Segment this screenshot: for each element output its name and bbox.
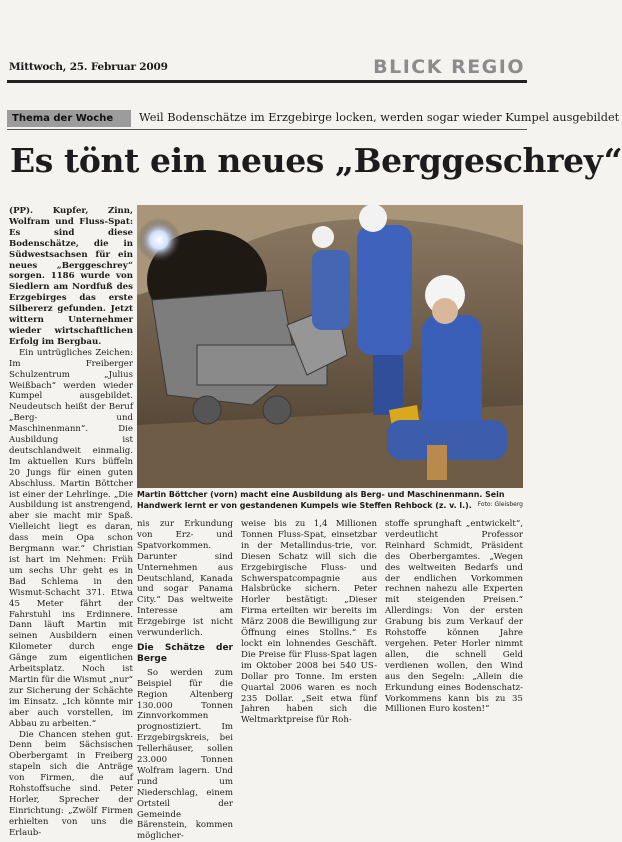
- mine-photo: [137, 205, 523, 488]
- photo-caption: [137, 489, 523, 511]
- lead-paragraph: (PP). Kupfer, Zinn, Wolfram und Fluss-Spat: Es sind diese Bodenschätze, die in Südwestsachsen für ein neues „Berggeschrey“ sorgen. 1186 wurde von Siedlern am Nordfuß des Erzgebirges das erste Silbererz gefunden. Jetzt wittern Unternehmer wieder wirtschaftlichen Erfolg im Bergbau.: [9, 206, 133, 347]
- caption-text: Martin Böttcher (vorn) macht eine Ausbildung als Berg- und Maschinenmann. Sein Handwerk lernt er von gestandenen Kumpels wie Steffen Rehbock (z. v. l.).: [137, 490, 505, 510]
- section-title: BLICK REGIO: [373, 56, 525, 78]
- subheading: Die Schätze der Berge: [137, 642, 233, 664]
- kicker-rule: [7, 129, 527, 130]
- body-paragraph: weise bis zu 1,4 Millionen Tonnen Fluss-Spat, einsetzbar in der Metallindus-trie, vor. Diesen Schatz will sich die Erzgebirgische Fluss- und Schwerspatcompagnie aus Halsbrücke sichern. Peter Horler bestätigt: „Dieser Firma erteilten wir bereits im März 2008 die Bewilligung zur Öffnung eines Stollns.“ Es lockt ein lohnendes Geschäft. Die Preise für Fluss-Spat lagen im Oktober 2008 bei 540 US-Dollar pro Tonne. Im ersten Quartal 2006 waren es noch 235 Dollar. „Seit etwa fünf Jahren haben sich die Weltmarktpreise für Roh-: [241, 519, 377, 726]
- photo-credit: Foto: Gleisberg: [477, 501, 523, 508]
- article-column-4: [385, 519, 523, 715]
- thema-label: Thema der Woche: [7, 110, 131, 127]
- body-paragraph: So werden zum Beispiel für die Region Altenberg 130.000 Tonnen Zinnvorkommen prognostiziert. Im Erzgebirgskreis, bei Tellerhäuser, sollen 23.000 Tonnen Wolfram lagern. Und rund um Niederschlag, einem Ortsteil der Gemeinde Bärenstein, kommen möglicher-: [137, 667, 233, 842]
- article-column-2: [137, 519, 233, 842]
- body-paragraph: stoffe sprunghaft „entwickelt“, verdeutlicht Professor Reinhard Schmidt, Präsident des Oberbergamtes. „Wegen des weltweiten Bedarfs und der endlichen Vorkommen rechnen nahezu alle Experten mit steigenden Preisen.“ Allerdings: Von der ersten Grabung bis zum Verkauf der Rohstoffe können Jahre vergehen. Peter Horler nimmt allen, die schnell Geld verdienen wollen, den Wind aus den Segeln: „Allein die Erkundung eines Bodenschatz-Vorkommens kann bis zu 35 Millionen Euro kosten!“: [385, 519, 523, 715]
- header-rule: [7, 80, 527, 83]
- issue-date: Mittwoch, 25. Februar 2009: [9, 61, 168, 73]
- headline: Es tönt ein neues „Berggeschrey“: [10, 141, 622, 180]
- article-column-1: [9, 206, 133, 839]
- body-paragraph: nis zur Erkundung von Erz- und Spatvorkommen. Darunter sind Unternehmen aus Deutschland, Kanada und sogar Panama City.“ Das weltweite Interesse am Erzgebirge ist nicht verwunderlich.: [137, 519, 233, 639]
- miners-illustration: [137, 205, 523, 488]
- body-paragraph: Die Chancen stehen gut. Denn beim Sächsischen Oberbergamt in Freiberg stapeln sich die Anträge von Firmen, die auf Rohstoffsuche sind. Peter Horler, Sprecher der Einrichtung: „Zwölf Firmen erhielten von uns die Erlaub-: [9, 729, 133, 838]
- body-paragraph: Ein untrügliches Zeichen: Im Freiberger Schulzentrum „Julius Weißbach“ werden wieder Kumpel ausgebildet. Neudeutsch heißt der Beruf „Berg- und Maschinenmann“. Die Ausbildung ist deutschlandweit einmalig. Im aktuellen Kurs büffeln 20 Jungs für einen guten Abschluss. Martin Böttcher ist einer der Lehrlinge. „Die Ausbildung ist anstrengend, aber sie macht mir Spaß. Vielleicht liegt es daran, dass mein Opa schon Bergmann war.“ Christian ist hart im Nehmen: Früh um sechs Uhr geht es in Bad Schlema in den Wismut-Schacht 371. Etwa 45 Meter fährt der Fahrstuhl ins Erdinnere. Dann läuft Martin mit seinen Ausbildern einen Kilometer durch enge Gänge zum eigentlichen Arbeitsplatz. Noch ist Martin für die Wismut „nur“ zur Sicherung der Schächte im Einsatz. „Ich könnte mir aber auch vorstellen, im Abbau zu arbeiten.“: [9, 347, 133, 729]
- kicker-line: Weil Bodenschätze im Erzgebirge locken, werden sogar wieder Kumpel ausgebildet: [139, 111, 620, 124]
- article-column-3: [241, 519, 377, 726]
